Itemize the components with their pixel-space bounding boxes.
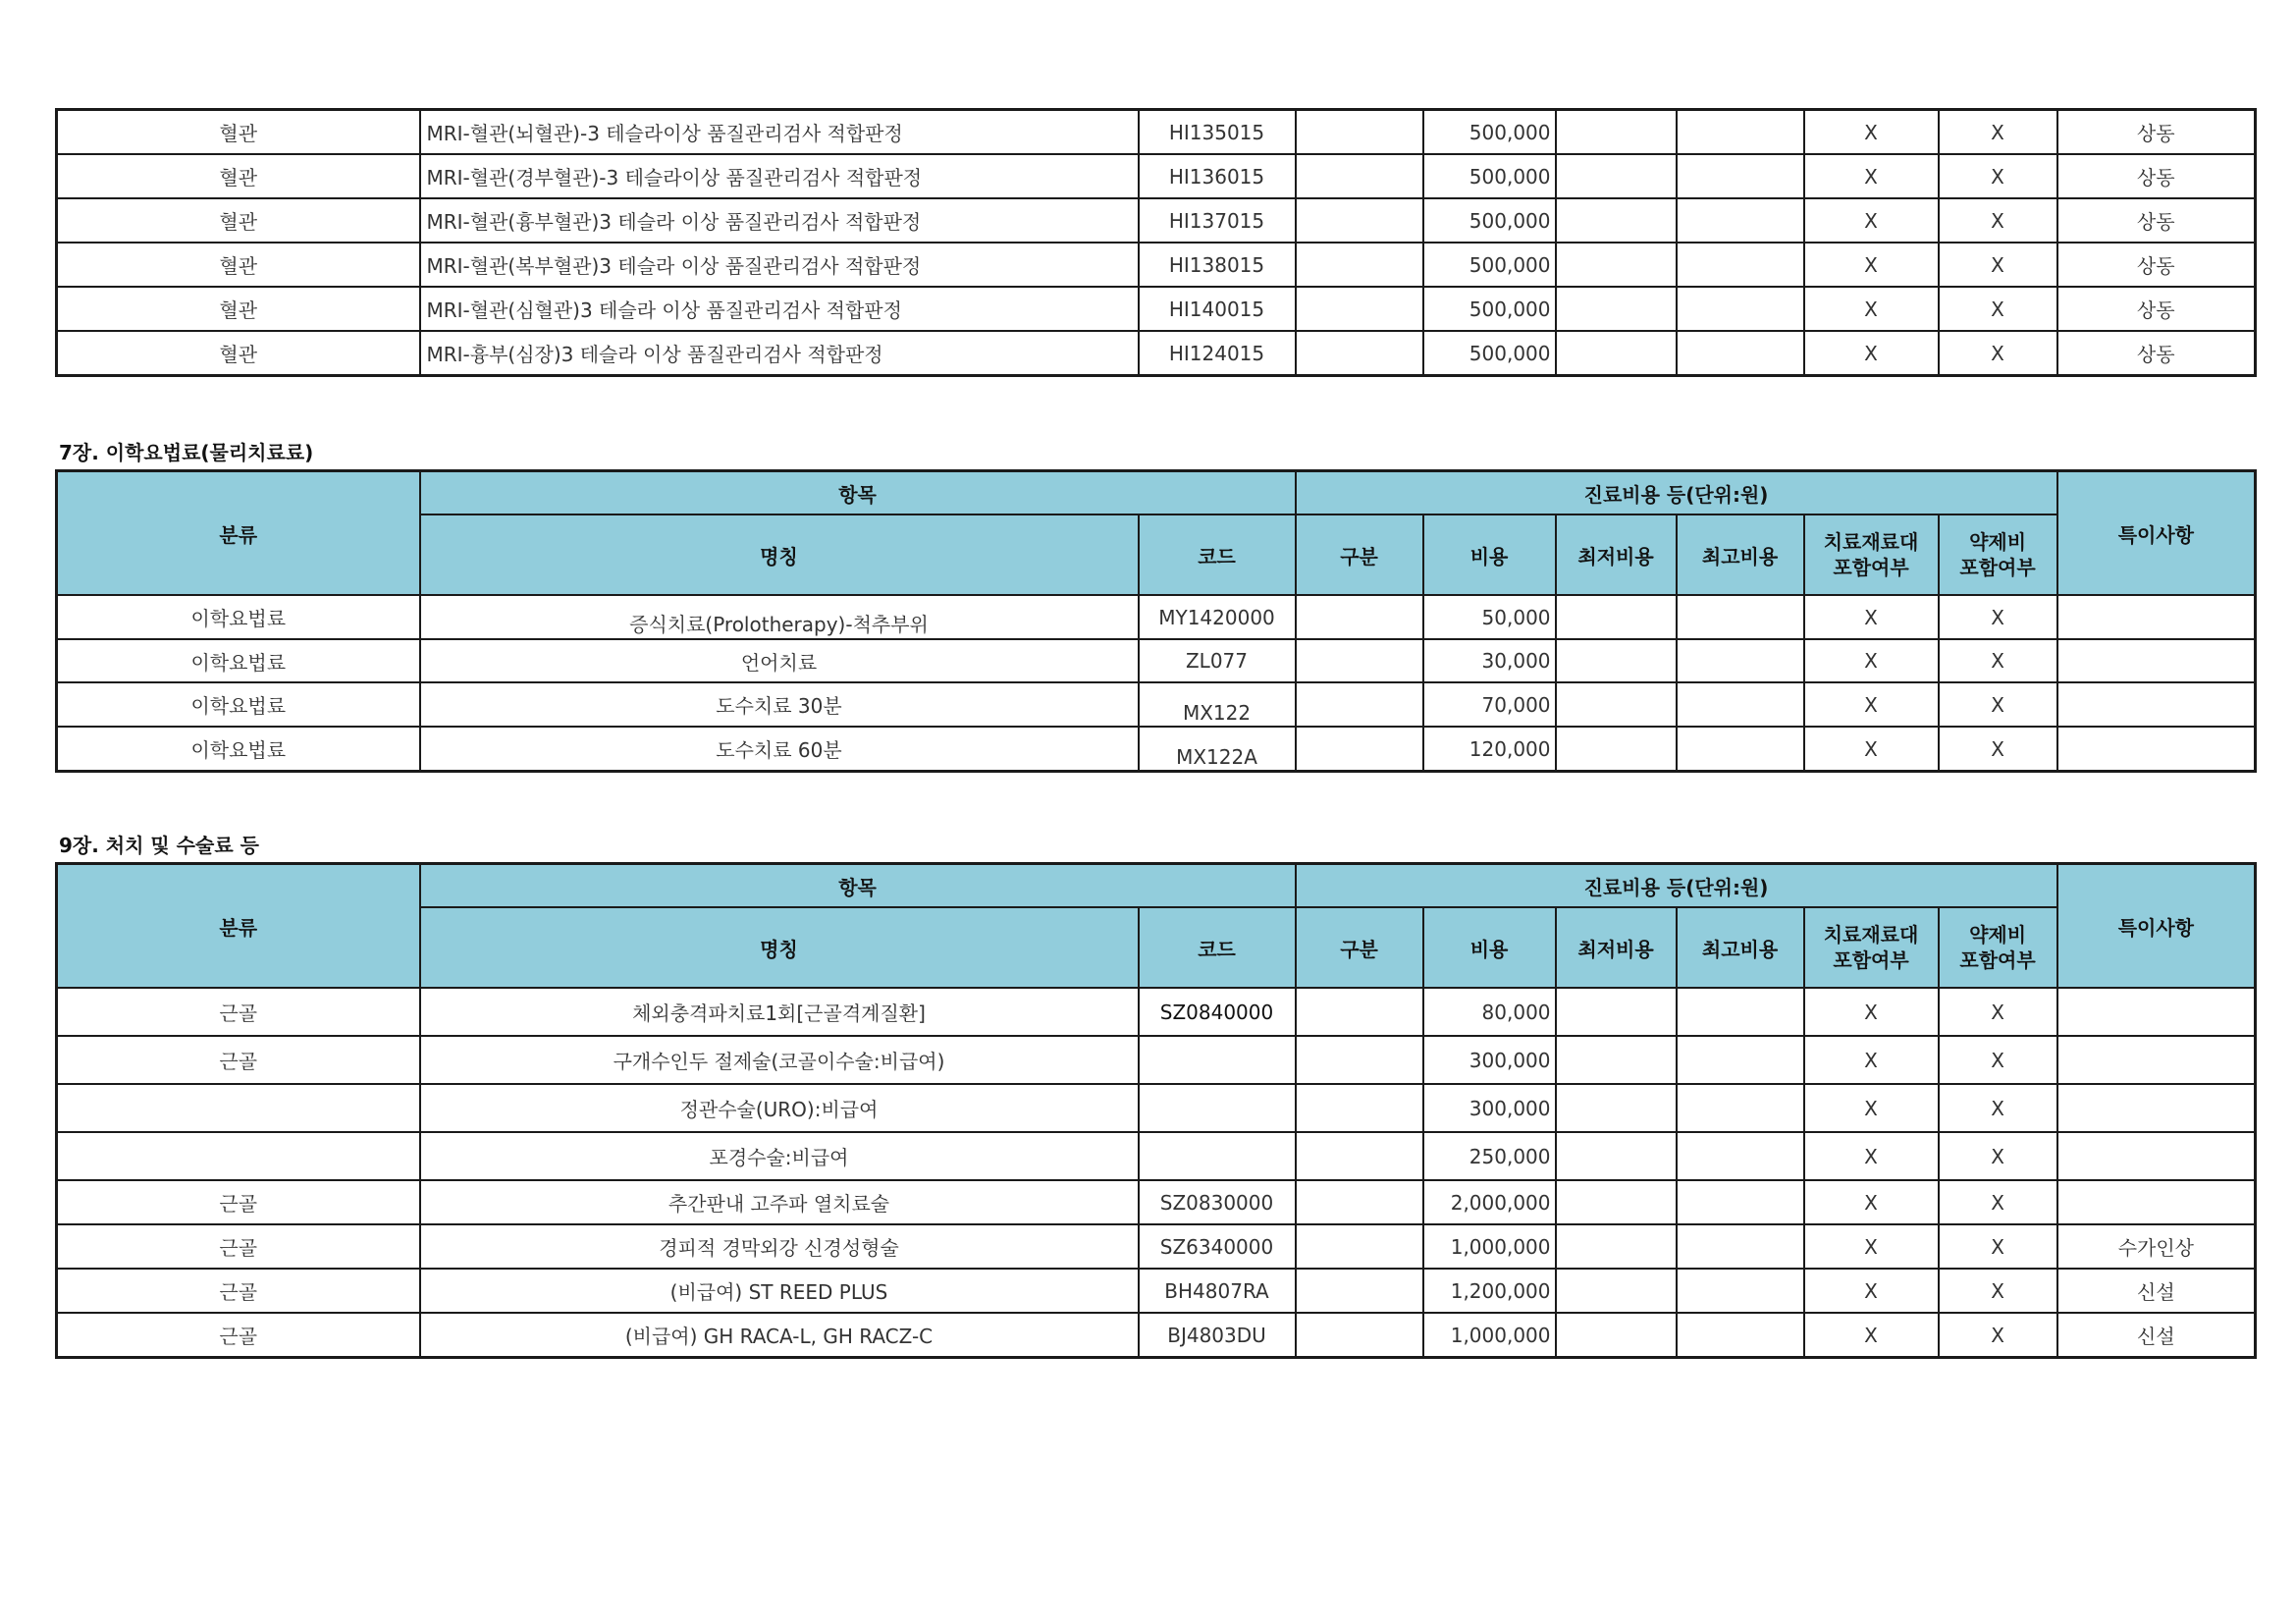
cell-type <box>1296 1313 1423 1358</box>
cell-max-cost <box>1677 682 1804 727</box>
cell-name: 도수치료 60분 <box>420 727 1139 772</box>
header-drug-line2: 포함여부 <box>1959 556 2036 579</box>
cell-note: 상동 <box>2057 331 2256 376</box>
cell-drug-included: X <box>1939 1132 2057 1180</box>
cell-drug-included: X <box>1939 110 2057 155</box>
cell-drug-included: X <box>1939 1224 2057 1269</box>
cell-code <box>1139 1132 1296 1180</box>
cell-cost: 1,000,000 <box>1423 1313 1556 1358</box>
cell-type <box>1296 682 1423 727</box>
cell-max-cost <box>1677 198 1804 243</box>
header-code: 코드 <box>1139 907 1296 988</box>
cell-note: 신설 <box>2057 1269 2256 1313</box>
cell-category: 근골 <box>57 1180 420 1224</box>
cell-code: HI135015 <box>1139 110 1296 155</box>
cell-material-included: X <box>1804 1132 1939 1180</box>
cell-type <box>1296 1132 1423 1180</box>
header-cost: 비용 <box>1423 907 1556 988</box>
table-row <box>57 1036 2256 1084</box>
cell-name: (비급여) ST REED PLUS <box>420 1269 1139 1313</box>
table-row <box>57 1084 2256 1132</box>
header-category: 분류 <box>57 864 420 989</box>
cell-name: MRI-혈관(복부혈관)3 테슬라 이상 품질관리검사 적합판정 <box>420 243 1139 287</box>
table-row <box>57 198 2256 243</box>
cell-code: ZL077 <box>1139 639 1296 682</box>
header-drug-included <box>1939 907 2057 988</box>
cell-type <box>1296 1084 1423 1132</box>
table-header <box>57 471 2256 596</box>
cell-material-included: X <box>1804 110 1939 155</box>
table-body <box>57 110 2256 376</box>
cell-min-cost <box>1556 988 1677 1036</box>
cell-type <box>1296 1269 1423 1313</box>
cell-name: MRI-흉부(심장)3 테슬라 이상 품질관리검사 적합판정 <box>420 331 1139 376</box>
cell-max-cost <box>1677 331 1804 376</box>
cell-cost: 500,000 <box>1423 110 1556 155</box>
cell-min-cost <box>1556 1224 1677 1269</box>
cell-category: 혈관 <box>57 154 420 198</box>
cell-category: 근골 <box>57 1036 420 1084</box>
cell-category: 혈관 <box>57 243 420 287</box>
cell-max-cost <box>1677 1269 1804 1313</box>
cell-category <box>57 1084 420 1132</box>
section-7-title: 7장. 이학요법료(물리치료료) <box>59 441 314 464</box>
cell-note <box>2057 595 2256 639</box>
cell-name: 증식치료(Prolotherapy)-척추부위 <box>420 595 1139 639</box>
header-name: 명칭 <box>420 907 1139 988</box>
cell-material-included: X <box>1804 988 1939 1036</box>
cell-min-cost <box>1556 595 1677 639</box>
header-material-line1: 치료재료대 <box>1823 923 1919 947</box>
cell-cost: 2,000,000 <box>1423 1180 1556 1224</box>
cell-cost: 500,000 <box>1423 331 1556 376</box>
cell-type <box>1296 595 1423 639</box>
cell-code: MY1420000 <box>1139 595 1296 639</box>
cell-note: 상동 <box>2057 154 2256 198</box>
cell-cost: 50,000 <box>1423 595 1556 639</box>
cell-category: 이학요법료 <box>57 639 420 682</box>
cell-note: 신설 <box>2057 1313 2256 1358</box>
header-min-cost: 최저비용 <box>1556 907 1677 988</box>
cell-name: MRI-혈관(뇌혈관)-3 테슬라이상 품질관리검사 적합판정 <box>420 110 1139 155</box>
cell-category: 혈관 <box>57 331 420 376</box>
cell-type <box>1296 727 1423 772</box>
cell-material-included: X <box>1804 243 1939 287</box>
cell-material-included: X <box>1804 287 1939 331</box>
cell-note: 상동 <box>2057 110 2256 155</box>
cell-note <box>2057 1084 2256 1132</box>
cell-name: 포경수술:비급여 <box>420 1132 1139 1180</box>
header-cost: 비용 <box>1423 514 1556 595</box>
cell-min-cost <box>1556 1132 1677 1180</box>
cell-cost: 70,000 <box>1423 682 1556 727</box>
cell-drug-included: X <box>1939 639 2057 682</box>
cell-cost: 500,000 <box>1423 287 1556 331</box>
cell-min-cost <box>1556 287 1677 331</box>
cell-drug-included: X <box>1939 988 2057 1036</box>
cell-name: 도수치료 30분 <box>420 682 1139 727</box>
table-body <box>57 988 2256 1358</box>
cell-type <box>1296 1224 1423 1269</box>
cell-type <box>1296 154 1423 198</box>
cell-drug-included: X <box>1939 1313 2057 1358</box>
cell-name: 구개수인두 절제술(코골이수술:비급여) <box>420 1036 1139 1084</box>
cell-material-included: X <box>1804 154 1939 198</box>
table-row <box>57 1224 2256 1269</box>
cell-drug-included: X <box>1939 727 2057 772</box>
cell-cost: 300,000 <box>1423 1084 1556 1132</box>
cell-min-cost <box>1556 682 1677 727</box>
cell-max-cost <box>1677 1224 1804 1269</box>
cell-cost: 300,000 <box>1423 1036 1556 1084</box>
cell-category: 혈관 <box>57 287 420 331</box>
cell-note <box>2057 1036 2256 1084</box>
cell-category: 혈관 <box>57 198 420 243</box>
cell-material-included: X <box>1804 331 1939 376</box>
cell-max-cost <box>1677 110 1804 155</box>
cell-type <box>1296 287 1423 331</box>
cell-max-cost <box>1677 1036 1804 1084</box>
cell-code <box>1139 1084 1296 1132</box>
cell-code: MX122 <box>1139 682 1296 727</box>
mri-vascular-table <box>55 108 2257 377</box>
cell-name: 추간판내 고주파 열치료술 <box>420 1180 1139 1224</box>
header-note: 특이사항 <box>2057 471 2256 596</box>
cell-min-cost <box>1556 1036 1677 1084</box>
cell-cost: 250,000 <box>1423 1132 1556 1180</box>
cell-max-cost <box>1677 154 1804 198</box>
cell-category: 근골 <box>57 1313 420 1358</box>
cell-max-cost <box>1677 988 1804 1036</box>
header-category: 분류 <box>57 471 420 596</box>
cell-category: 혈관 <box>57 110 420 155</box>
cell-material-included: X <box>1804 1269 1939 1313</box>
table-row <box>57 287 2256 331</box>
cell-drug-included: X <box>1939 154 2057 198</box>
header-code: 코드 <box>1139 514 1296 595</box>
cell-drug-included: X <box>1939 1180 2057 1224</box>
table-row <box>57 1132 2256 1180</box>
cell-material-included: X <box>1804 727 1939 772</box>
cell-type <box>1296 988 1423 1036</box>
cell-max-cost <box>1677 1132 1804 1180</box>
header-name: 명칭 <box>420 514 1139 595</box>
cell-material-included: X <box>1804 198 1939 243</box>
cell-min-cost <box>1556 154 1677 198</box>
cell-min-cost <box>1556 639 1677 682</box>
cell-type <box>1296 243 1423 287</box>
cell-category: 이학요법료 <box>57 595 420 639</box>
table-row <box>57 154 2256 198</box>
header-drug-included <box>1939 514 2057 595</box>
cell-type <box>1296 198 1423 243</box>
cell-note <box>2057 1180 2256 1224</box>
cell-note <box>2057 639 2256 682</box>
cell-drug-included: X <box>1939 198 2057 243</box>
table-row <box>57 110 2256 155</box>
table-row <box>57 331 2256 376</box>
header-max-cost: 최고비용 <box>1677 514 1804 595</box>
cell-category <box>57 1132 420 1180</box>
cell-code: MX122A <box>1139 727 1296 772</box>
cell-type <box>1296 110 1423 155</box>
cell-cost: 500,000 <box>1423 154 1556 198</box>
header-min-cost: 최저비용 <box>1556 514 1677 595</box>
cell-cost: 120,000 <box>1423 727 1556 772</box>
cell-code <box>1139 1036 1296 1084</box>
header-max-cost: 최고비용 <box>1677 907 1804 988</box>
cell-material-included: X <box>1804 1224 1939 1269</box>
header-type: 구분 <box>1296 907 1423 988</box>
cell-name: 정관수술(URO):비급여 <box>420 1084 1139 1132</box>
cell-material-included: X <box>1804 1036 1939 1084</box>
cell-category: 근골 <box>57 988 420 1036</box>
cell-note <box>2057 988 2256 1036</box>
cell-min-cost <box>1556 1313 1677 1358</box>
cell-min-cost <box>1556 243 1677 287</box>
cell-code: BJ4803DU <box>1139 1313 1296 1358</box>
cell-category: 근골 <box>57 1224 420 1269</box>
cell-cost: 80,000 <box>1423 988 1556 1036</box>
cell-note: 상동 <box>2057 198 2256 243</box>
cell-note <box>2057 682 2256 727</box>
header-material-included <box>1804 907 1939 988</box>
table-row <box>57 988 2256 1036</box>
cell-cost: 1,200,000 <box>1423 1269 1556 1313</box>
cell-code: HI138015 <box>1139 243 1296 287</box>
table-row <box>57 639 2256 682</box>
header-material-line1: 치료재료대 <box>1823 530 1919 554</box>
cell-material-included: X <box>1804 682 1939 727</box>
cell-note: 상동 <box>2057 243 2256 287</box>
header-drug-line2: 포함여부 <box>1959 948 2036 972</box>
header-item: 항목 <box>420 471 1296 515</box>
section-9-title: 9장. 처치 및 수술료 등 <box>59 834 259 857</box>
table-header <box>57 864 2256 989</box>
cell-category: 근골 <box>57 1269 420 1313</box>
cell-code: SZ0830000 <box>1139 1180 1296 1224</box>
cell-code: BH4807RA <box>1139 1269 1296 1313</box>
cell-note <box>2057 1132 2256 1180</box>
cell-cost: 500,000 <box>1423 243 1556 287</box>
cell-name: MRI-혈관(흉부혈관)3 테슬라 이상 품질관리검사 적합판정 <box>420 198 1139 243</box>
cell-code: HI124015 <box>1139 331 1296 376</box>
header-material-line2: 포함여부 <box>1833 948 1909 972</box>
table-row <box>57 595 2256 639</box>
cell-drug-included: X <box>1939 1036 2057 1084</box>
table-body <box>57 595 2256 772</box>
cell-drug-included: X <box>1939 1269 2057 1313</box>
cell-min-cost <box>1556 110 1677 155</box>
header-item: 항목 <box>420 864 1296 908</box>
header-drug-line1: 약제비 <box>1969 530 2027 554</box>
cell-material-included: X <box>1804 1084 1939 1132</box>
header-type: 구분 <box>1296 514 1423 595</box>
cell-min-cost <box>1556 1269 1677 1313</box>
cell-type <box>1296 331 1423 376</box>
header-material-included <box>1804 514 1939 595</box>
table-row <box>57 682 2256 727</box>
cell-material-included: X <box>1804 595 1939 639</box>
cell-drug-included: X <box>1939 682 2057 727</box>
cell-max-cost <box>1677 639 1804 682</box>
table-row <box>57 1269 2256 1313</box>
cell-note: 상동 <box>2057 287 2256 331</box>
cell-category: 이학요법료 <box>57 727 420 772</box>
cell-type <box>1296 1180 1423 1224</box>
procedure-surgery-table <box>55 862 2257 1359</box>
cell-material-included: X <box>1804 1313 1939 1358</box>
cell-max-cost <box>1677 1180 1804 1224</box>
cell-min-cost <box>1556 198 1677 243</box>
cell-code: HI137015 <box>1139 198 1296 243</box>
cell-cost: 30,000 <box>1423 639 1556 682</box>
cell-name: (비급여) GH RACA-L, GH RACZ-C <box>420 1313 1139 1358</box>
cell-max-cost <box>1677 595 1804 639</box>
cell-type <box>1296 639 1423 682</box>
cell-material-included: X <box>1804 639 1939 682</box>
header-material-line2: 포함여부 <box>1833 556 1909 579</box>
table-row <box>57 1180 2256 1224</box>
header-note: 특이사항 <box>2057 864 2256 989</box>
cell-name: MRI-혈관(경부혈관)-3 테슬라이상 품질관리검사 적합판정 <box>420 154 1139 198</box>
cell-drug-included: X <box>1939 595 2057 639</box>
cell-drug-included: X <box>1939 331 2057 376</box>
cell-category: 이학요법료 <box>57 682 420 727</box>
cell-code: SZ6340000 <box>1139 1224 1296 1269</box>
cell-min-cost <box>1556 1180 1677 1224</box>
cell-max-cost <box>1677 727 1804 772</box>
cell-min-cost <box>1556 1084 1677 1132</box>
cell-code: SZ0840000 <box>1139 988 1296 1036</box>
table-row <box>57 1313 2256 1358</box>
cell-max-cost <box>1677 1084 1804 1132</box>
header-drug-line1: 약제비 <box>1969 923 2027 947</box>
table-row <box>57 243 2256 287</box>
header-cost-group: 진료비용 등(단위:원) <box>1296 864 2057 908</box>
cell-drug-included: X <box>1939 243 2057 287</box>
cell-max-cost <box>1677 243 1804 287</box>
cell-max-cost <box>1677 287 1804 331</box>
cell-name: 체외충격파치료1회[근골격계질환] <box>420 988 1139 1036</box>
cell-name: 언어치료 <box>420 639 1139 682</box>
physical-therapy-table <box>55 469 2257 773</box>
cell-max-cost <box>1677 1313 1804 1358</box>
cell-drug-included: X <box>1939 1084 2057 1132</box>
cell-drug-included: X <box>1939 287 2057 331</box>
cell-min-cost <box>1556 331 1677 376</box>
cell-name: MRI-혈관(심혈관)3 테슬라 이상 품질관리검사 적합판정 <box>420 287 1139 331</box>
cell-min-cost <box>1556 727 1677 772</box>
header-cost-group: 진료비용 등(단위:원) <box>1296 471 2057 515</box>
cell-note <box>2057 727 2256 772</box>
cell-note: 수가인상 <box>2057 1224 2256 1269</box>
cell-cost: 1,000,000 <box>1423 1224 1556 1269</box>
cell-code: HI136015 <box>1139 154 1296 198</box>
cell-code: HI140015 <box>1139 287 1296 331</box>
cell-type <box>1296 1036 1423 1084</box>
cell-name: 경피적 경막외강 신경성형술 <box>420 1224 1139 1269</box>
table-row <box>57 727 2256 772</box>
cell-material-included: X <box>1804 1180 1939 1224</box>
cell-cost: 500,000 <box>1423 198 1556 243</box>
